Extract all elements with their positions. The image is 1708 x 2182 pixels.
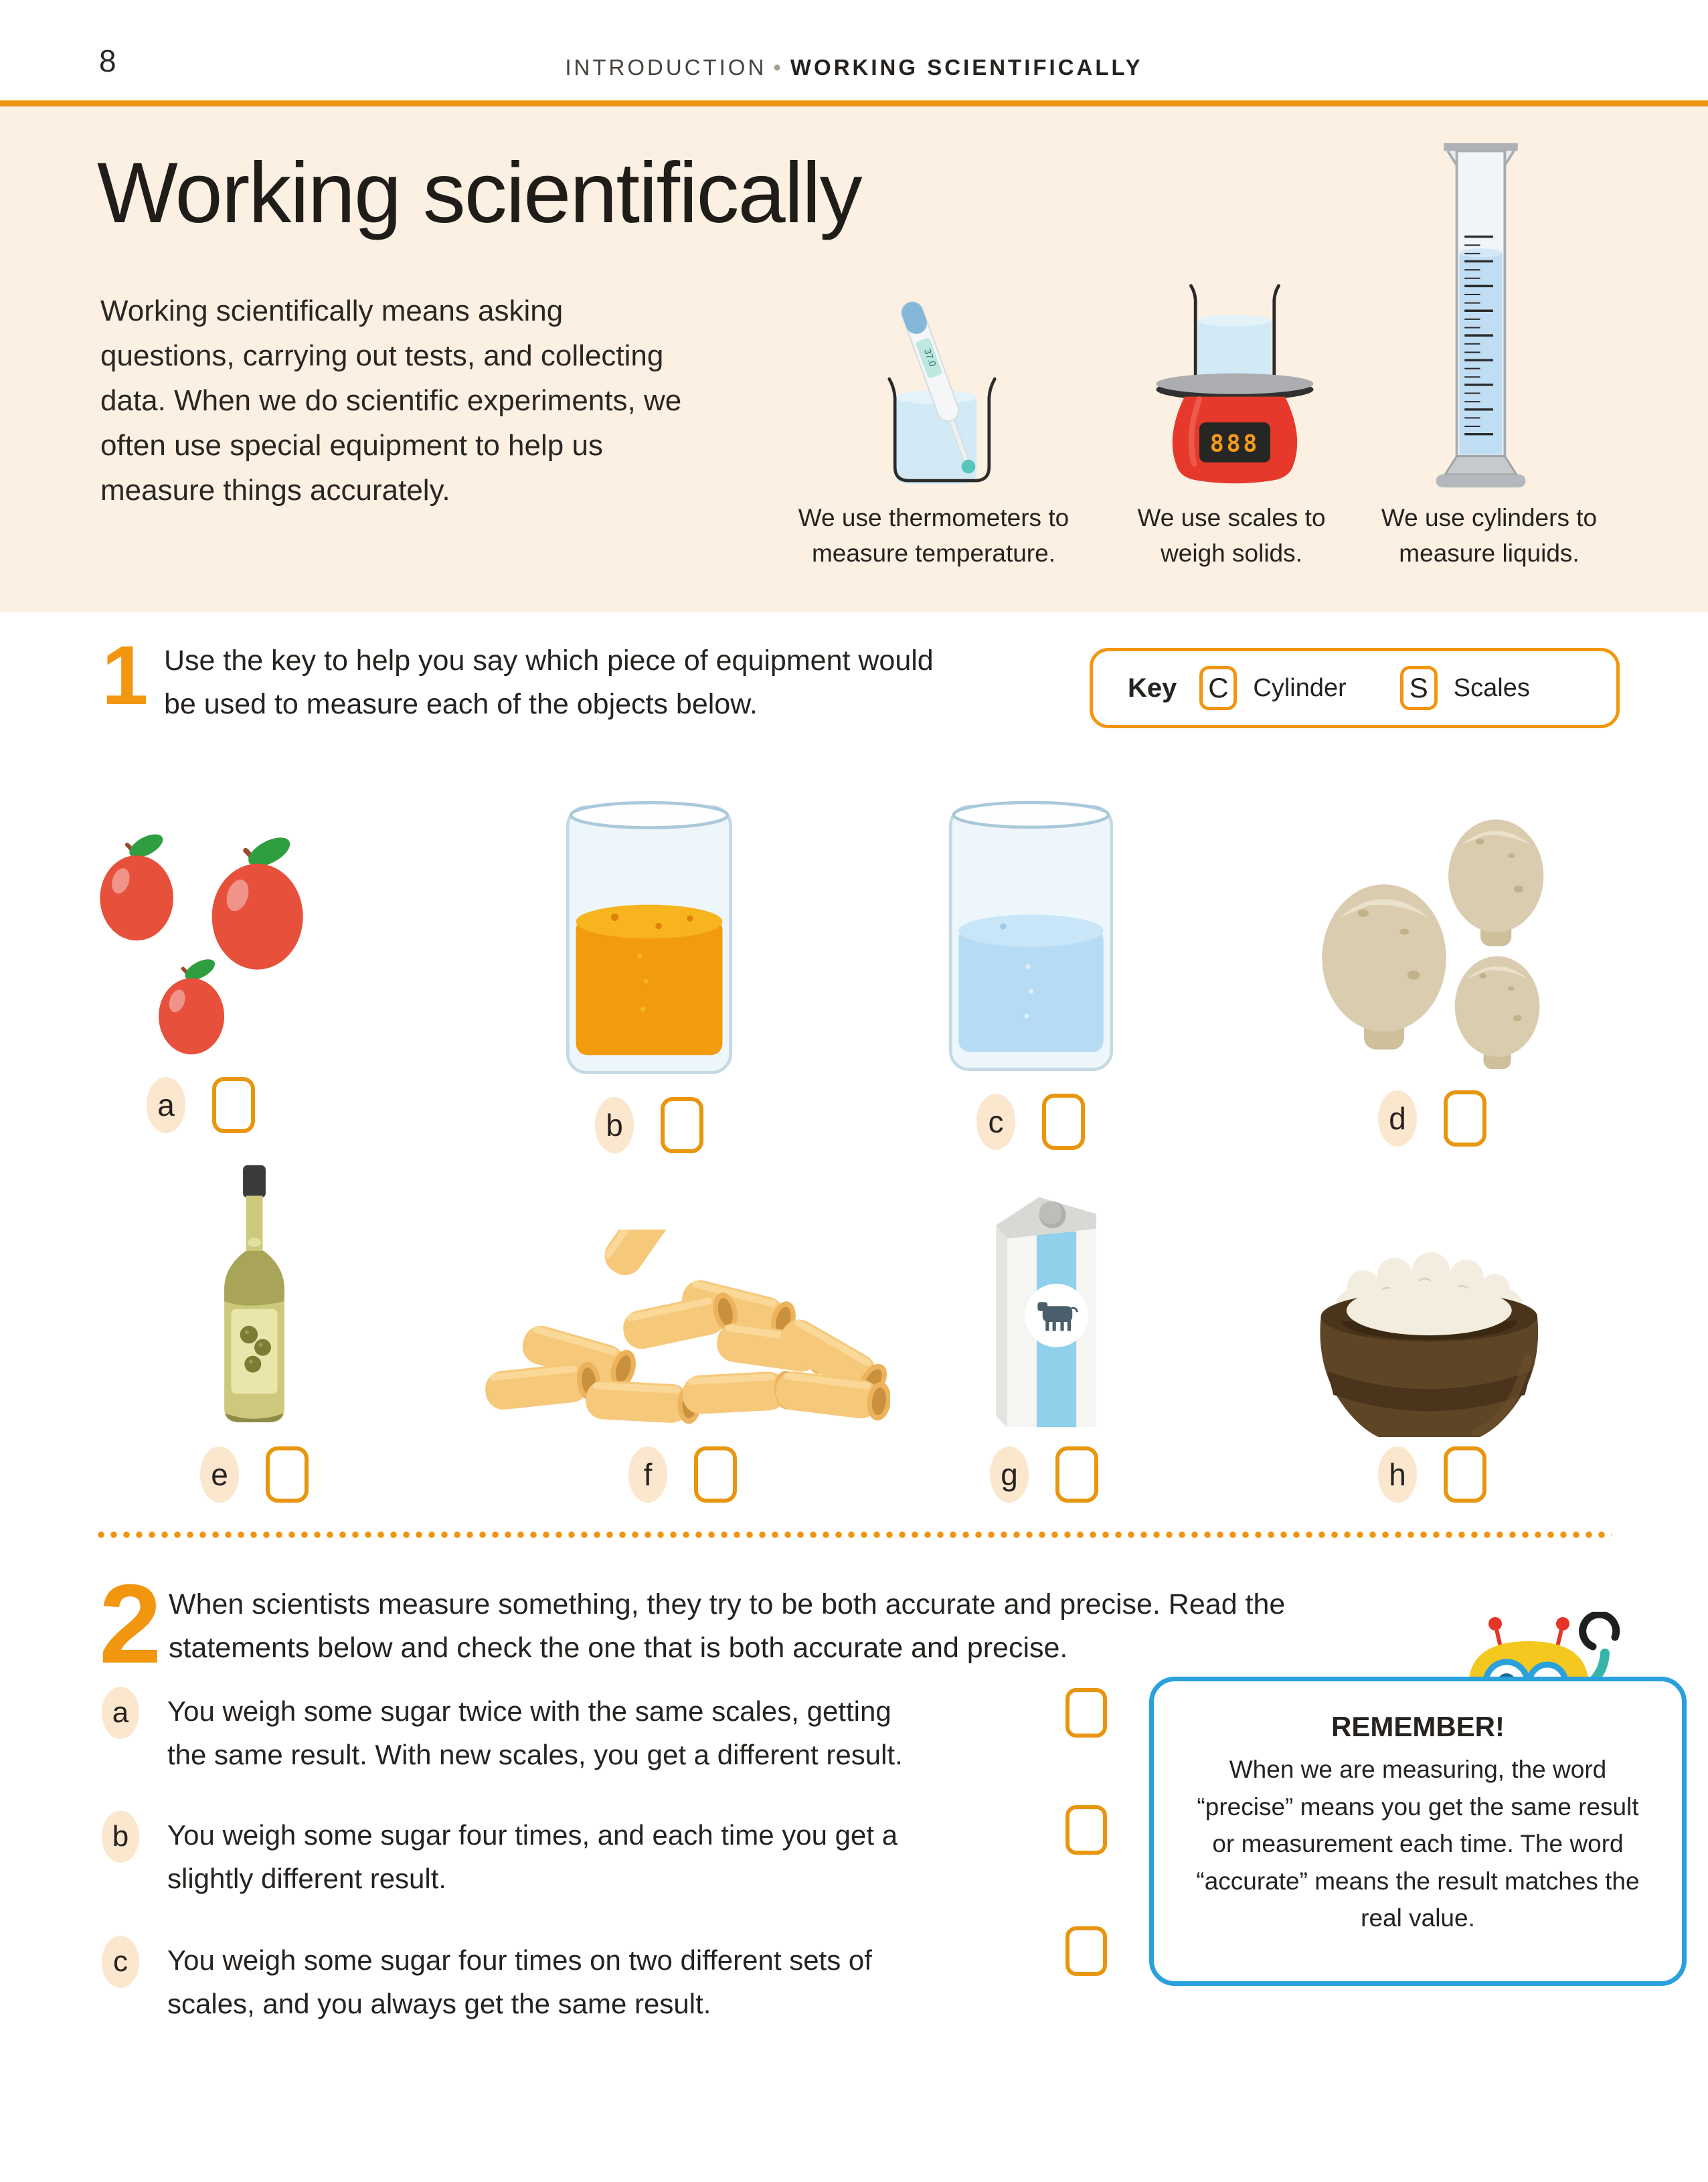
answer-box-g[interactable] (1055, 1446, 1098, 1503)
intro-paragraph: Working scientifically means asking questions, carrying out tests, and collecting data. When we do scientific experiments, we often use special equipment to help us measure things accurately. (100, 295, 682, 507)
q1-answer-row-a (147, 1077, 255, 1133)
statement-c-text: You weigh some sugar four times on two different sets of scales, and you always get the same result. (167, 1944, 872, 2020)
item-letter-h: h (1378, 1446, 1417, 1503)
statement-letter-c: c (102, 1936, 139, 1988)
thermometer-display: 37.0 (922, 347, 939, 368)
water-glass-icon (935, 793, 1127, 1084)
q1-item-a (40, 793, 361, 1128)
q1-item-f (468, 1145, 897, 1503)
item-letter-b: b (595, 1097, 634, 1153)
scales-caption: We use scales to weigh solids. (1137, 504, 1326, 567)
running-header (0, 55, 1708, 80)
q1-answer-row-f (628, 1446, 737, 1503)
question-2-prompt: When scientists measure something, they try to be both accurate and precise. Read the statements below and check the one that is both accurate and precise. (169, 1588, 1286, 1664)
key-box (1090, 648, 1620, 728)
juice-beaker-icon (552, 793, 746, 1088)
answer-box-f[interactable] (694, 1446, 737, 1503)
remember-title: REMEMBER! (1331, 1711, 1505, 1742)
milk-carton-icon (977, 1145, 1111, 1437)
answer-box-e[interactable] (266, 1446, 309, 1503)
key-entry-cylinder (1199, 666, 1346, 710)
item-letter-f: f (628, 1446, 667, 1503)
section-divider (98, 1531, 1612, 1539)
mushrooms-icon (1290, 793, 1575, 1081)
statement-c-checkbox[interactable] (1065, 1926, 1107, 1976)
q1-answer-row-g (990, 1446, 1098, 1503)
item-letter-g: g (990, 1446, 1029, 1503)
statement-b-text: You weigh some sugar four times, and each time you get a slightly different result. (167, 1819, 898, 1895)
measuring-cylinder-icon (1426, 137, 1536, 499)
olive-oil-bottle-icon (207, 1145, 301, 1437)
page-number: 8 (99, 44, 116, 78)
running-header-topic: WORKING SCIENTIFICALLY (790, 55, 1143, 80)
q1-answer-row-c (976, 1094, 1085, 1150)
key-label: Key (1128, 673, 1177, 703)
q1-answer-row-e (200, 1446, 309, 1503)
q1-answer-row-h (1378, 1446, 1486, 1503)
q1-item-d (1265, 793, 1600, 1136)
q1-item-b (482, 793, 817, 1143)
key-symbol-scales: S (1400, 666, 1438, 710)
header-bullet: • (773, 55, 784, 80)
statement-a-text: You weigh some sugar twice with the same scales, getting the same result. With new scales, you get a different result. (167, 1695, 903, 1771)
thermometer-in-beaker-icon (867, 286, 1017, 499)
item-letter-e: e (200, 1446, 239, 1503)
question-1-prompt: Use the key to help you say which piece of equipment would be used to measure each of the objects below. (164, 645, 934, 720)
statement-b-checkbox[interactable] (1065, 1805, 1107, 1855)
running-header-section: INTRODUCTION (565, 55, 767, 80)
statement-c (102, 1936, 139, 1988)
answer-box-h[interactable] (1444, 1446, 1486, 1503)
item-letter-a: a (147, 1077, 185, 1133)
item-letter-d: d (1378, 1090, 1417, 1147)
answer-box-c[interactable] (1042, 1094, 1085, 1150)
q1-item-g (890, 1145, 1198, 1503)
statement-letter-b: b (102, 1811, 139, 1863)
statement-a-checkbox[interactable] (1065, 1688, 1107, 1738)
statement-a (102, 1687, 139, 1739)
answer-box-d[interactable] (1444, 1090, 1486, 1147)
page-title: Working scientifically (97, 145, 861, 241)
item-letter-c: c (976, 1094, 1015, 1150)
remember-body: When we are measuring, the word “precise” means you get the same result or measurement each time. The word “accurate” means the result matches the real value. (1196, 1756, 1640, 1932)
cylinder-caption: We use cylinders to measure liquids. (1381, 504, 1598, 567)
key-entry-scales (1400, 666, 1530, 710)
statement-b (102, 1811, 139, 1863)
q1-answer-row-d (1378, 1090, 1486, 1147)
key-entry-scales-label: Scales (1453, 673, 1530, 702)
apples-icon (67, 793, 335, 1068)
q1-item-e (94, 1145, 415, 1503)
rice-pot-icon (1288, 1145, 1576, 1437)
statement-letter-a: a (102, 1687, 139, 1739)
remember-box (1149, 1677, 1687, 1986)
question-1-number: 1 (102, 629, 149, 722)
thermometer-caption: We use thermometers to measure temperature. (798, 504, 1070, 567)
key-entry-cylinder-label: Cylinder (1253, 673, 1347, 702)
q1-item-c (870, 793, 1191, 1139)
q1-item-h (1265, 1145, 1600, 1503)
scales-display: 888 (1209, 430, 1260, 458)
pasta-icon (475, 1145, 890, 1437)
question-2-number: 2 (99, 1561, 162, 1687)
scales-icon (1138, 283, 1332, 499)
header-rule (0, 100, 1708, 106)
key-symbol-cylinder: C (1199, 666, 1237, 710)
answer-box-a[interactable] (212, 1077, 255, 1133)
